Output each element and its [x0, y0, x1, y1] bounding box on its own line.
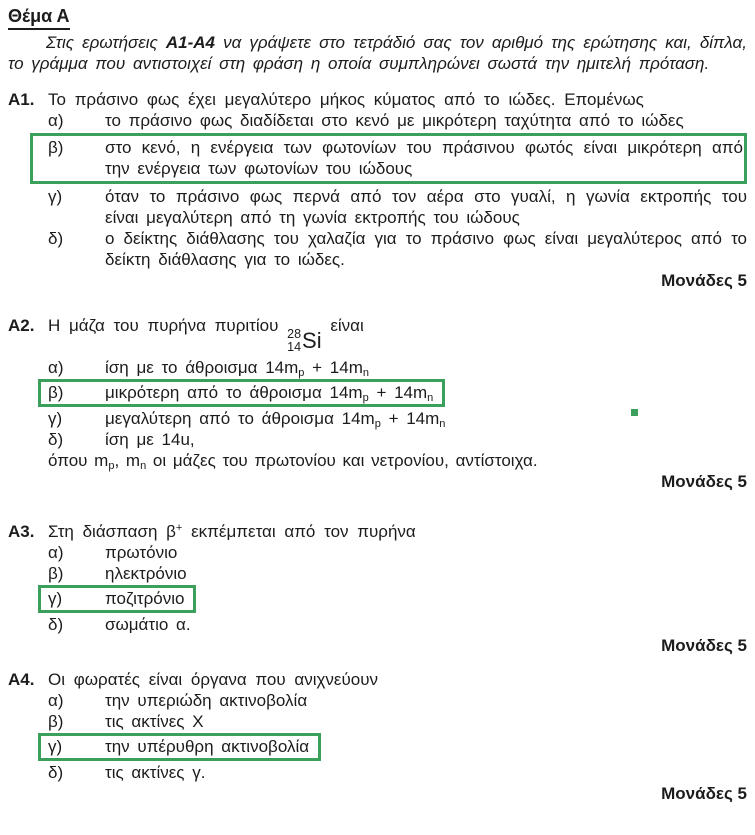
option-text: ίση με 14u, — [105, 430, 195, 449]
isotope-notation: 28 14 Si — [287, 327, 322, 354]
question-a4-stem: Οι φωρατές είναι όργανα που ανιχνεύουν — [48, 670, 379, 689]
option-text: μικρότερη από το άθροισμα $14m_p + 14m_n$ — [105, 383, 434, 404]
option-text: ίση με το άθροισμα $14m_p + 14m_n$ — [105, 358, 369, 379]
option-letter: δ) — [48, 763, 64, 782]
option-letter: γ) — [48, 589, 63, 608]
option-letter: α) — [48, 691, 64, 710]
question-a3-stem: Στη διάσπαση β+ εκπέμπεται από τον πυρήνα — [48, 522, 416, 541]
question-a3-option-a — [48, 542, 747, 563]
question-a4-option-b — [48, 711, 747, 732]
question-a3-option-c-answer-highlight-box — [38, 585, 196, 613]
option-letter: β) — [48, 712, 64, 731]
question-a1-option-a — [48, 110, 747, 131]
option-text: τις ακτίνες γ. — [105, 763, 206, 782]
option-text: στο κενό, η ενέργεια των φωτονίων του πράσινου φωτός είναι μικρότερη από την ενέργεια των φωτονίων του ιώδους — [105, 138, 743, 178]
section-title: Θέμα Α — [8, 6, 70, 30]
option-letter: α) — [48, 358, 64, 377]
option-letter: δ) — [48, 229, 64, 248]
question-a1-option-c — [48, 186, 747, 228]
question-a2-stem: Η μάζα του πυρήνα πυριτίου 28 14 Si είναι — [48, 316, 364, 354]
question-a1-body — [48, 89, 747, 291]
question-a1-option-d — [48, 228, 747, 270]
option-text: μεγαλύτερη από το άθροισμα $14m_p + 14m_n$ — [105, 409, 446, 430]
option-letter: γ) — [48, 187, 63, 206]
question-a2-option-c — [48, 408, 747, 429]
option-letter: β) — [48, 138, 64, 157]
question-a2-option-b-answer-highlight-box — [38, 379, 445, 407]
option-text: ποζιτρόνιο — [105, 589, 185, 608]
question-a4-points-label: Μονάδες 5 — [661, 784, 747, 803]
question-range-emphasis: Α1-Α4 — [165, 33, 215, 52]
instructions-text-post: να γράψετε στο τετράδιό σας τον αριθμό της ερώτησης και, δίπλα, το γράμμα που αντιστοιχεί στη φράση η οποία συμπληρώνει σωστά την ημιτελή πρόταση. — [8, 33, 747, 73]
option-letter: γ) — [48, 737, 63, 756]
question-a2-option-a — [48, 357, 747, 378]
question-a1-points-label: Μονάδες 5 — [661, 271, 747, 290]
question-a3-option-b — [48, 563, 747, 584]
option-text: την υπεριώδη ακτινοβολία — [105, 691, 308, 710]
option-letter: β) — [48, 383, 64, 402]
option-letter: α) — [48, 111, 64, 130]
question-a3 — [8, 521, 747, 656]
option-text: την υπέρυθρη ακτινοβολία — [105, 737, 310, 756]
question-a1-stem: Το πράσινο φως έχει μεγαλύτερο μήκος κύματος από το ιώδες. Επομένως — [48, 90, 644, 109]
question-a2-body — [48, 315, 747, 492]
question-a3-option-d — [48, 614, 747, 635]
question-a2-option-d — [48, 429, 747, 450]
question-a3-points-label: Μονάδες 5 — [661, 636, 747, 655]
stray-green-dot — [631, 409, 638, 416]
question-a2-points-label: Μονάδες 5 — [661, 472, 747, 491]
question-a3-body — [48, 521, 747, 656]
option-text: σωμάτιο α. — [105, 615, 191, 634]
exam-instructions — [8, 32, 747, 74]
option-text: πρωτόνιο — [105, 543, 178, 562]
option-letter: γ) — [48, 409, 63, 428]
question-a1-number: A1. — [8, 90, 35, 109]
question-a2-number: A2. — [8, 316, 35, 335]
option-letter: δ) — [48, 615, 64, 634]
question-a1 — [8, 89, 747, 291]
title-row — [8, 6, 747, 30]
question-a4-option-a — [48, 690, 747, 711]
question-a4-option-d — [48, 762, 747, 783]
option-text: ηλεκτρόνιο — [105, 564, 187, 583]
question-a4-option-c-answer-highlight-box — [38, 733, 321, 761]
option-text: το πράσινο φως διαδίδεται στο κενό με μικρότερη ταχύτητα από το ιώδες — [105, 111, 684, 130]
instructions-text-pre: Στις ερωτήσεις — [46, 33, 166, 52]
question-a1-option-b-answer-highlight-box — [30, 133, 747, 184]
question-a4-body — [48, 669, 747, 804]
question-a4 — [8, 669, 747, 804]
option-letter: α) — [48, 543, 64, 562]
option-text: ο δείκτης διάθλασης του χαλαζία για το πράσινο φως είναι μεγαλύτερος από το δείκτη διάθλασης για το ιώδες. — [105, 229, 747, 269]
question-a3-number: A3. — [8, 522, 35, 541]
option-text: τις ακτίνες Χ — [105, 712, 204, 731]
option-text: όταν το πράσινο φως περνά από τον αέρα στο γυαλί, η γωνία εκτροπής του είναι μεγαλύτερη από τη γωνία εκτροπής του ιώδους — [105, 187, 747, 227]
option-letter: β) — [48, 564, 64, 583]
question-a2-footnote: όπου $m_p$, $m_n$ οι μάζες του πρωτονίου και νετρονίου, αντίστοιχα. — [48, 451, 538, 472]
question-a2 — [8, 315, 747, 492]
option-letter: δ) — [48, 430, 64, 449]
question-a4-number: A4. — [8, 670, 35, 689]
